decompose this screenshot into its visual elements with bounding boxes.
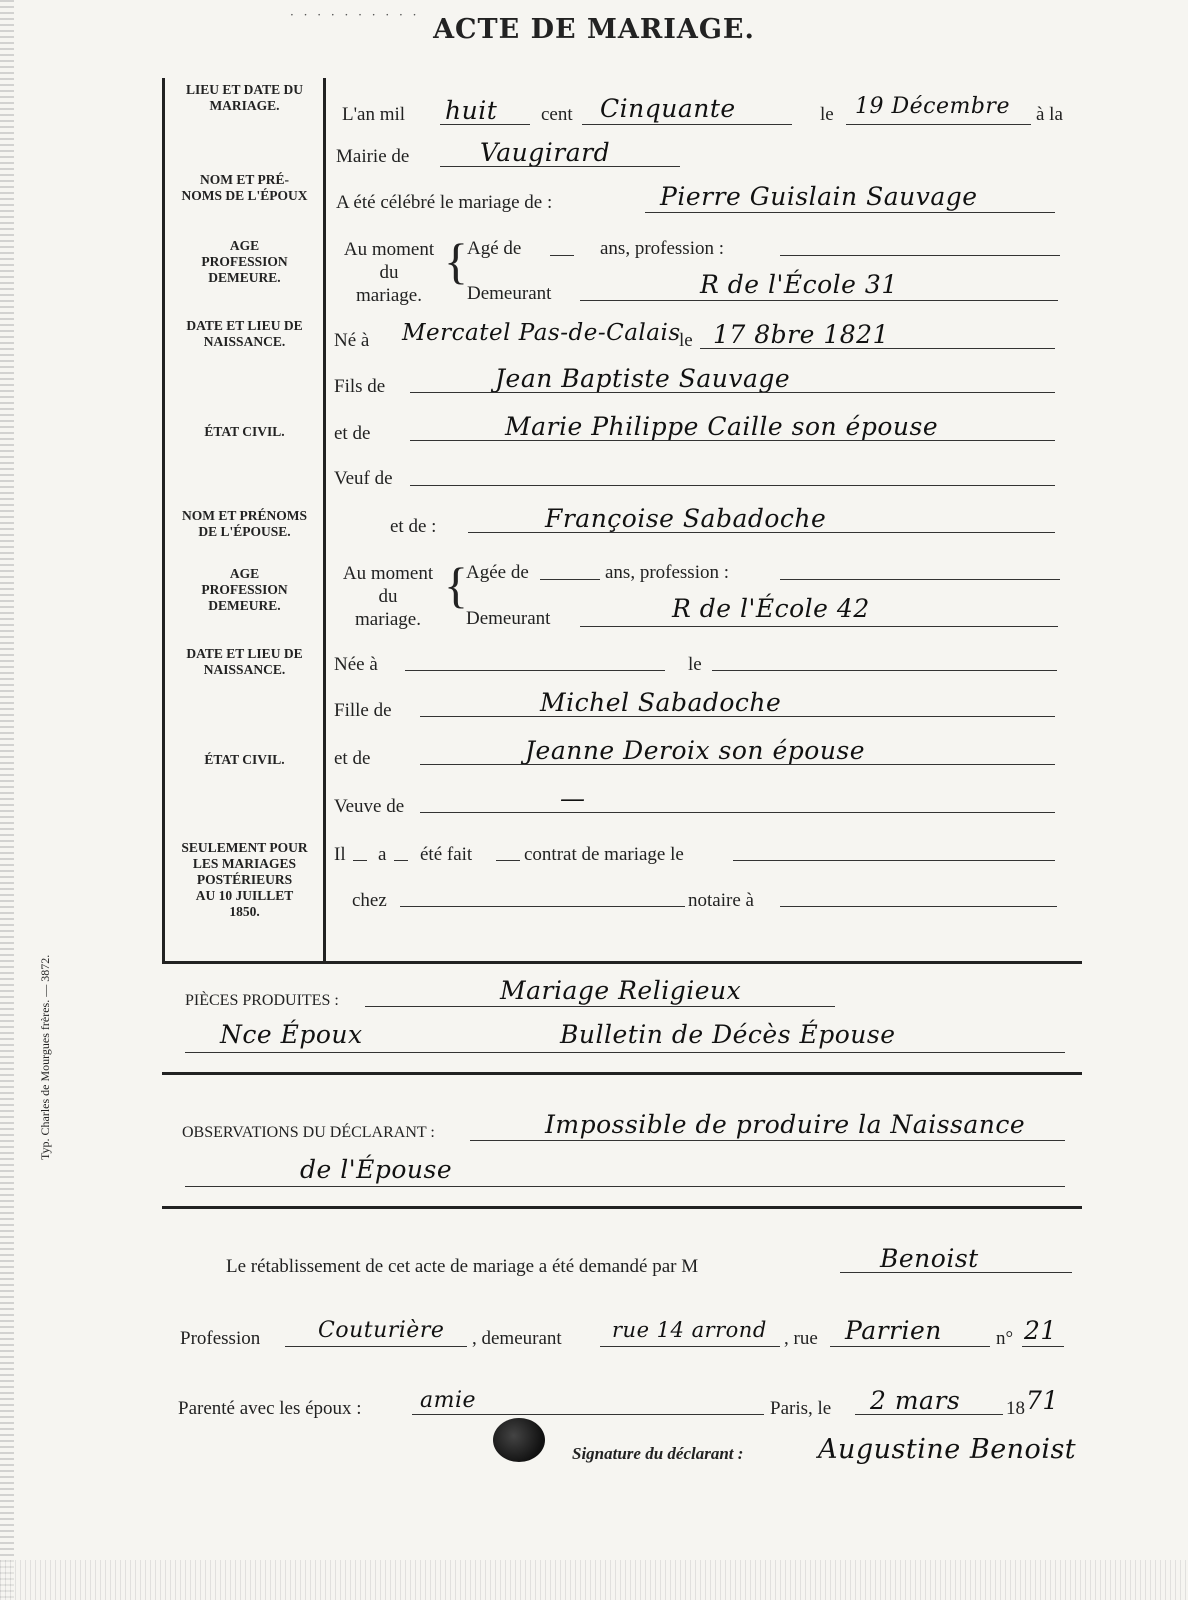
- hw-pere-epouse: Michel Sabadoche: [540, 688, 782, 717]
- hw-profession: Couturière: [318, 1318, 445, 1343]
- text-agee-de: Agée de: [466, 562, 529, 583]
- text-fille-de: Fille de: [334, 700, 392, 721]
- line-demeure-epoux: [580, 300, 1058, 301]
- text-le: le: [820, 104, 834, 125]
- brace-epouse: {: [444, 557, 468, 613]
- hw-an: huit: [445, 96, 498, 125]
- label-lieu-date-mariage: LIEU ET DATE DU MARIAGE.: [186, 82, 303, 113]
- hw-epouse: Françoise Sabadoche: [545, 504, 827, 533]
- hw-epoux: Pierre Guislain Sauvage: [660, 182, 978, 211]
- brace-epoux: {: [444, 233, 468, 289]
- line-pieces-1: [365, 1006, 835, 1007]
- text-paris-le: Paris, le: [770, 1398, 832, 1419]
- line-naissance-epoux: [700, 348, 1055, 349]
- hw-pieces-1: Mariage Religieux: [500, 976, 742, 1005]
- line-mere-epouse: [420, 764, 1055, 765]
- text-le-naissance-epouse: le: [688, 654, 702, 675]
- line-chez: [400, 906, 685, 907]
- label-naissance-epoux: DATE ET LIEU DE NAISSANCE.: [186, 318, 303, 349]
- hw-mairie: Vaugirard: [480, 138, 611, 167]
- text-veuve-de: Veuve de: [334, 796, 405, 817]
- line-age-epouse: [540, 579, 600, 580]
- line-ete-fait: [496, 860, 520, 861]
- line-il: [353, 860, 367, 861]
- line-pere-epoux: [410, 392, 1055, 393]
- text-parente: Parenté avec les époux :: [178, 1398, 362, 1419]
- text-au-moment-epouse: Au moment du mariage.: [342, 563, 434, 630]
- text-chez: chez: [352, 890, 387, 911]
- line-mairie: [440, 166, 680, 167]
- hw-rue: Parrien: [845, 1316, 942, 1345]
- text-notaire-a: notaire à: [688, 890, 754, 911]
- text-demeurant-epouse: Demeurant: [466, 608, 551, 629]
- table-bottom-border: [162, 961, 1082, 964]
- text-ans-profession: ans, profession :: [600, 238, 725, 259]
- text-le-naissance: le: [679, 330, 693, 351]
- hw-observations-2: de l'Épouse: [300, 1155, 453, 1184]
- top-dots: · · · · · · · · · ·: [290, 8, 420, 22]
- text-rue: , rue: [784, 1328, 818, 1349]
- line-age-epoux: [550, 255, 574, 256]
- text-et-de-mere-epouse: et de: [334, 748, 371, 769]
- label-age-epoux: AGE PROFESSION DEMEURE.: [201, 238, 288, 285]
- printer-imprint: Typ. Charles de Mourgues frères. — 3872.: [38, 954, 52, 1160]
- text-pieces-produites: PIÈCES PRODUITES :: [185, 992, 339, 1009]
- hw-numero: 21: [1024, 1316, 1057, 1345]
- text-observations: OBSERVATIONS DU DÉCLARANT :: [182, 1124, 435, 1141]
- hw-demandeur: Benoist: [880, 1244, 979, 1273]
- line-profession: [285, 1346, 467, 1347]
- text-age-de: Agé de: [467, 238, 522, 259]
- hw-observations-1: Impossible de produire la Naissance: [545, 1110, 1026, 1139]
- hw-mere-epouse: Jeanne Deroix son épouse: [525, 736, 866, 765]
- line-profession-epouse: [780, 579, 1060, 580]
- text-il: Il: [334, 844, 346, 865]
- hw-date-mariage: 19 Décembre: [855, 94, 1010, 119]
- text-signature: Signature du déclarant :: [572, 1444, 744, 1463]
- line-numero: [1022, 1346, 1064, 1347]
- text-cent: cent: [541, 104, 573, 125]
- hw-demeure-epouse: R de l'École 42: [672, 594, 870, 623]
- line-contrat: [733, 860, 1055, 861]
- text-ans-profession-epouse: ans, profession :: [605, 562, 730, 583]
- label-naissance-epouse: DATE ET LIEU DE NAISSANCE.: [186, 646, 303, 677]
- hw-date-naissance-epoux: 17 8bre 1821: [713, 320, 889, 349]
- rule-after-pieces: [162, 1072, 1082, 1075]
- text-fils-de: Fils de: [334, 376, 386, 397]
- line-demandeur: [840, 1272, 1072, 1273]
- line-date-demande: [855, 1414, 1003, 1415]
- table-left-border: [162, 78, 165, 963]
- line-parente: [412, 1414, 764, 1415]
- hw-demeurant: rue 14 arrond: [612, 1318, 767, 1342]
- text-retablissement: Le rétablissement de cet acte de mariage a été demandé par M: [226, 1256, 699, 1277]
- scan-bottom-edge: [0, 1560, 1188, 1600]
- line-an: [440, 124, 530, 125]
- hw-date-demande: 2 mars: [870, 1386, 961, 1415]
- line-veuf-de: [410, 485, 1055, 486]
- hw-veuve: —: [560, 784, 586, 813]
- line-a: [394, 860, 408, 861]
- text-a: a: [378, 844, 387, 865]
- text-mairie-de: Mairie de: [336, 146, 410, 167]
- line-profession-epoux: [780, 255, 1060, 256]
- text-veuf-de: Veuf de: [334, 468, 393, 489]
- hw-demeure-epoux: R de l'École 31: [700, 270, 898, 299]
- hw-parente: amie: [420, 1388, 477, 1413]
- hw-cent: Cinquante: [600, 94, 736, 123]
- line-lieu-naissance-epouse: [405, 670, 665, 671]
- line-demeure-epouse: [580, 626, 1058, 627]
- label-etat-civil-epouse: ÉTAT CIVIL.: [204, 752, 285, 767]
- text-au-moment-epoux: Au moment du mariage.: [343, 239, 435, 306]
- text-a-la: à la: [1036, 104, 1063, 125]
- label-nom-epouse: NOM ET PRÉNOMS DE L'ÉPOUSE.: [181, 508, 307, 539]
- label-age-epouse: AGE PROFESSION DEMEURE.: [201, 566, 288, 613]
- wax-seal: [493, 1418, 545, 1462]
- text-profession: Profession: [180, 1328, 261, 1349]
- line-epoux: [645, 212, 1055, 213]
- text-annee-prefix: 18: [1006, 1398, 1025, 1419]
- hw-pieces-2a: Nce Époux: [220, 1020, 363, 1049]
- label-etat-civil-epoux: ÉTAT CIVIL.: [204, 424, 285, 439]
- line-observations-2: [185, 1186, 1065, 1187]
- hw-mere-epoux: Marie Philippe Caille son épouse: [505, 412, 939, 441]
- line-cent: [582, 124, 792, 125]
- text-demeurant-demandeur: , demeurant: [472, 1328, 562, 1349]
- hw-annee-suffix: 71: [1026, 1386, 1059, 1415]
- line-observations-1: [470, 1140, 1065, 1141]
- line-epouse: [468, 532, 1055, 533]
- line-pieces-2: [185, 1052, 1065, 1053]
- text-ne-a: Né à: [334, 330, 370, 351]
- line-demeurant: [600, 1346, 780, 1347]
- hw-lieu-naissance-epoux: Mercatel Pas-de-Calais: [402, 320, 681, 346]
- line-date-mariage: [846, 124, 1031, 125]
- text-ete-fait: été fait: [420, 844, 473, 865]
- rule-after-observations: [162, 1206, 1082, 1209]
- text-numero: n°: [996, 1328, 1014, 1349]
- line-mere-epoux: [410, 440, 1055, 441]
- line-notaire: [780, 906, 1057, 907]
- text-contrat: contrat de mariage le: [524, 844, 684, 865]
- document-title: ACTE DE MARIAGE.: [433, 14, 755, 45]
- label-nom-epoux: NOM ET PRÉ- NOMS DE L'ÉPOUX: [181, 172, 308, 203]
- scan-left-edge: [0, 0, 14, 1600]
- line-veuve-de: [420, 812, 1055, 813]
- text-et-de: et de: [334, 423, 371, 444]
- text-nee-a: Née à: [334, 654, 378, 675]
- line-rue: [830, 1346, 990, 1347]
- text-an-mil: L'an mil: [342, 104, 406, 125]
- line-pere-epouse: [420, 716, 1055, 717]
- text-celebre: A été célébré le mariage de :: [336, 192, 553, 213]
- hw-signature: Augustine Benoist: [818, 1434, 1077, 1465]
- table-column-divider: [323, 78, 326, 963]
- text-demeurant-epoux: Demeurant: [467, 283, 552, 304]
- label-seulement: SEULEMENT POUR LES MARIAGES POSTÉRIEURS AU 10 JUILLET 1850.: [181, 840, 308, 919]
- line-date-naissance-epouse: [712, 670, 1057, 671]
- hw-pere-epoux: Jean Baptiste Sauvage: [495, 364, 791, 393]
- hw-pieces-2b: Bulletin de Décès Épouse: [560, 1020, 896, 1049]
- text-et-de-epouse: et de :: [390, 516, 437, 537]
